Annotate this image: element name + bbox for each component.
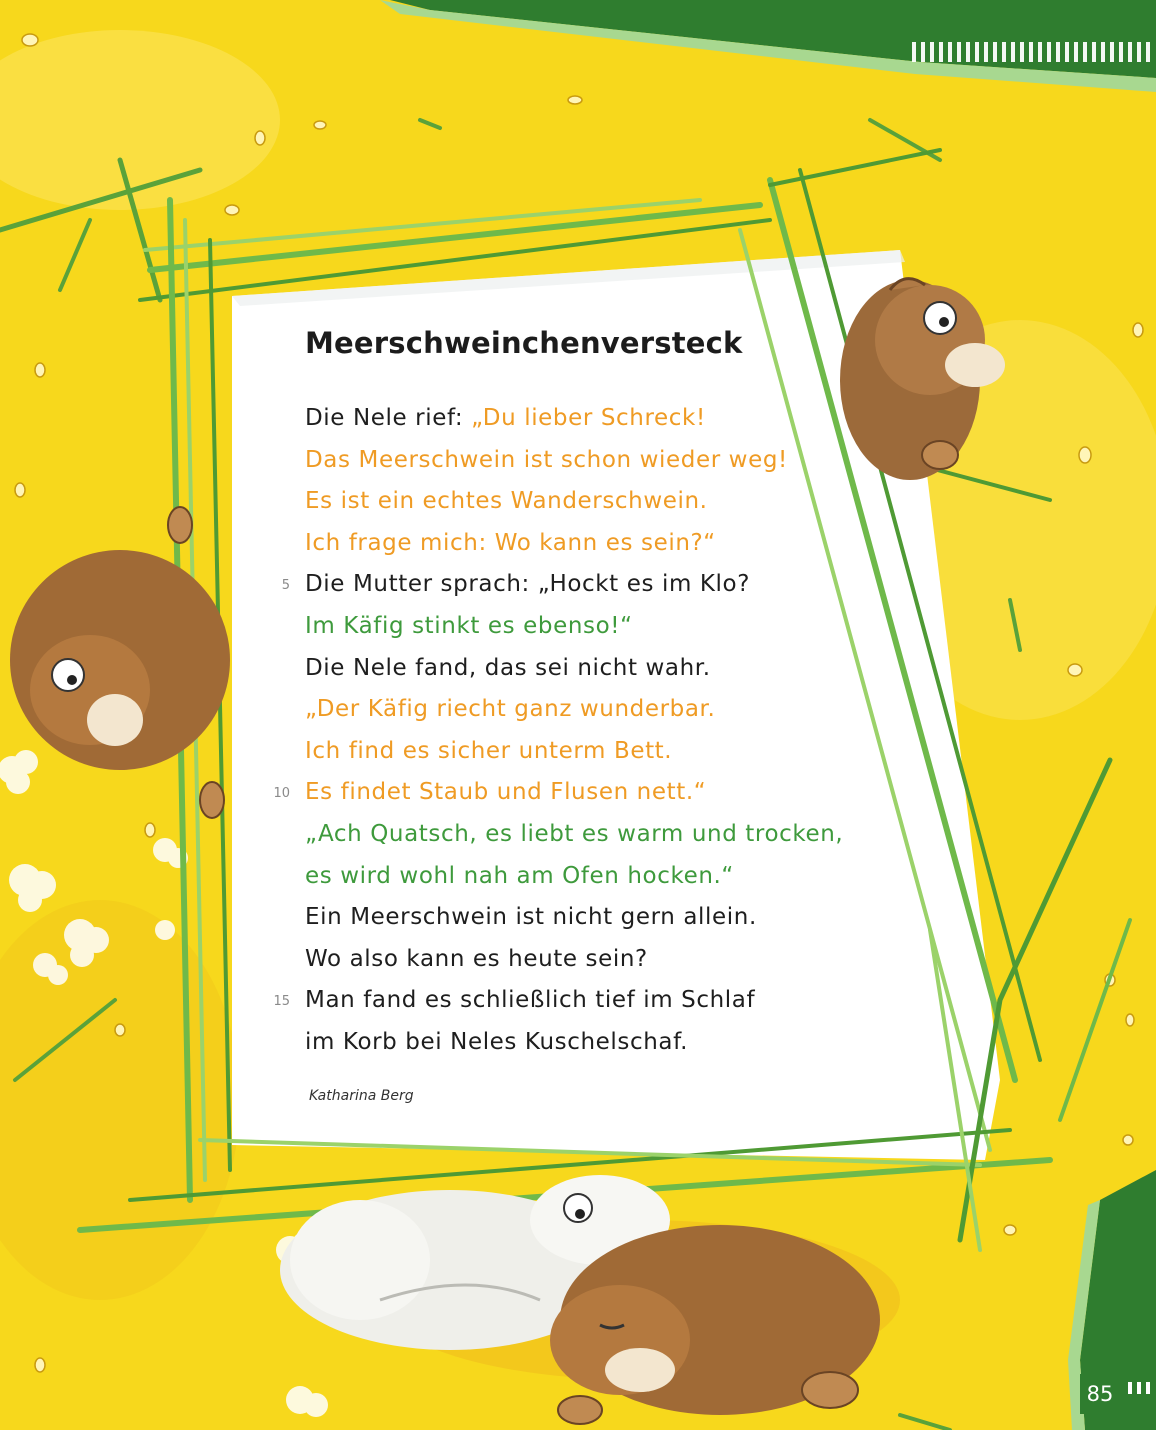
poem-line: [305, 481, 708, 521]
poem-line-text: Ich frage mich: Wo kann es sein?“: [305, 530, 716, 556]
poem-line: [305, 814, 843, 854]
top-tick-marks: [912, 42, 1152, 62]
poem-line-text: im Korb bei Neles Kuschelschaf.: [305, 1029, 689, 1055]
poem-line-text: Ein Meerschwein ist nicht gern allein.: [305, 904, 757, 930]
poem-line-text: Die Mutter sprach: „Hockt es im Klo?: [305, 571, 751, 597]
poem-line: [305, 689, 715, 729]
poem-line-text: Im Käfig stinkt es ebenso!“: [305, 613, 633, 639]
poem-line: [305, 856, 734, 896]
poem-line: [305, 731, 672, 771]
poem-line: [305, 523, 716, 563]
poem-line: [305, 606, 633, 646]
poem-line-text: Wo also kann es heute sein?: [305, 946, 648, 972]
poem-line: [305, 1022, 688, 1062]
poem-title: Meerschweinchenversteck: [305, 326, 743, 360]
poem-line-text: „Du lieber Schreck!: [471, 405, 706, 431]
poem-line-text: Es findet Staub und Flusen nett.“: [305, 779, 707, 805]
poem-line: [305, 772, 706, 812]
poem-line-text: Es ist ein echtes Wanderschwein.: [305, 488, 708, 514]
line-number: 10: [273, 786, 290, 801]
poem-line: [305, 564, 750, 604]
poem-line-text: Die Nele rief:: [305, 405, 472, 431]
poem-line: [305, 939, 648, 979]
poem-line-text: „Der Käfig riecht ganz wunderbar.: [305, 696, 716, 722]
poem-line-text: Man fand es schließlich tief im Schlaf: [305, 987, 756, 1013]
poem-line: [305, 440, 788, 480]
page-number: 85: [1080, 1374, 1120, 1414]
poem-line-text: Ich find es sicher unterm Bett.: [305, 738, 673, 764]
poem-line-text: es wird wohl nah am Ofen hocken.“: [305, 863, 734, 889]
poem-line: [305, 398, 706, 438]
line-number: 15: [273, 994, 290, 1009]
page-number-tick-marks: [1128, 1382, 1154, 1394]
poem-line: [305, 648, 711, 688]
poem-author: Katharina Berg: [309, 1088, 414, 1104]
poem-line: [305, 980, 755, 1020]
poem-line-text: Die Nele fand, das sei nicht wahr.: [305, 655, 711, 681]
poem-line-text: Das Meerschwein ist schon wieder weg!: [305, 447, 788, 473]
line-number: 5: [281, 578, 290, 593]
poem-line-text: „Ach Quatsch, es liebt es warm und trocken,: [305, 821, 844, 847]
poem-line: [305, 897, 757, 937]
